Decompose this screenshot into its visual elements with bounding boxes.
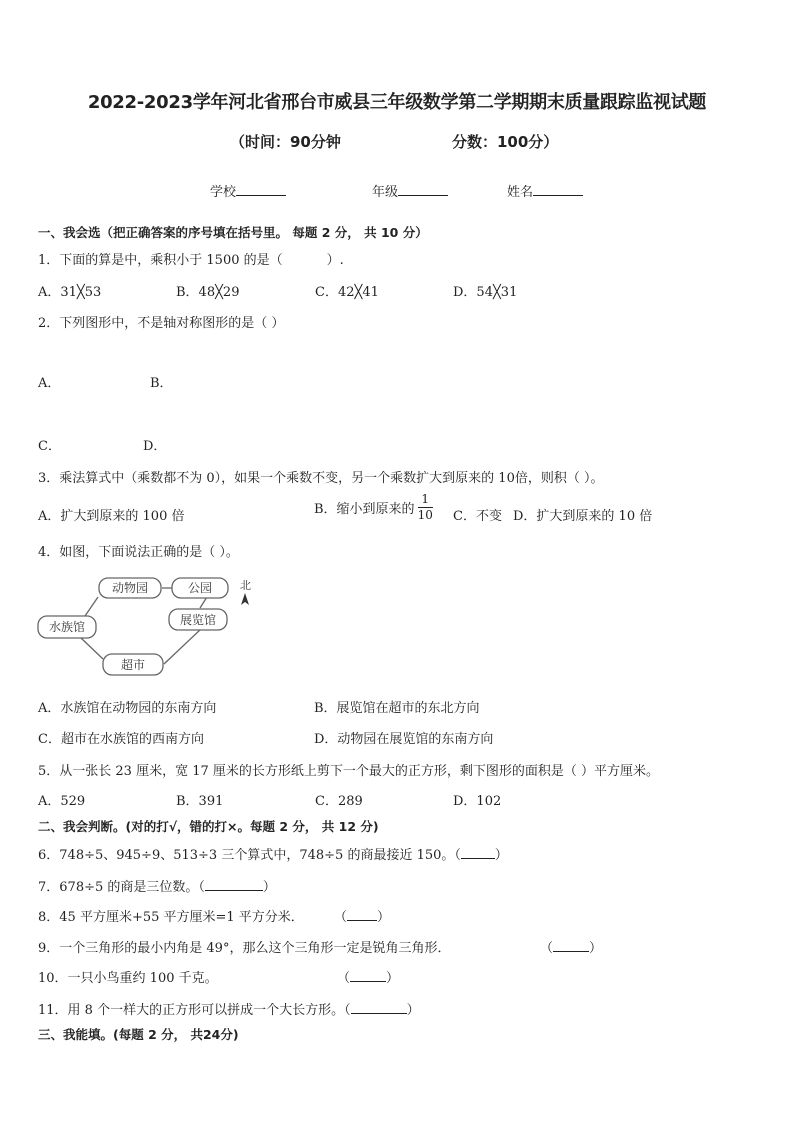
q1-option-c: C．42╳41 <box>315 285 379 300</box>
name-label: 姓名 <box>507 185 534 200</box>
map-link-park-exhibition <box>200 597 207 608</box>
map-link-zoo-aquarium <box>85 597 98 616</box>
answer-blank-8: （ ） <box>334 910 391 925</box>
school-label: 学校 <box>210 185 237 200</box>
q4-option-d: D．动物园在展览馆的东南方向 <box>314 732 494 747</box>
fraction-one-tenth: $\frac{1}{10}$ <box>417 492 433 522</box>
question-9: 9．一个三角形的最小内角是 49°，那么这个三角形一定是锐角三角形． <box>38 941 451 956</box>
page-title: 2022-2023学年河北省邢台市威县三年级数学第二学期期末质量跟踪监视试题 <box>87 92 707 113</box>
q2-option-b: B． <box>150 376 173 391</box>
q3-option-b: B．缩小到原来的 $\frac{1}{10}$ <box>314 492 433 522</box>
question-5-stem: 5．从一张长 23 厘米，宽 17 厘米的长方形纸上剪下一个最大的正方形，剩下图形的面积是（ ）平方厘米。 <box>38 764 660 779</box>
q3-option-d: D．扩大到原来的 10 倍 <box>513 509 653 524</box>
q2-option-a: A． <box>38 376 61 391</box>
grade-blank <box>398 183 448 196</box>
q1-option-a: A．31╳53 <box>38 285 102 300</box>
q3-option-a: A．扩大到原来的 100 倍 <box>38 509 185 524</box>
answer-blank <box>205 878 263 891</box>
exam-score: 分数：100分） <box>452 133 559 151</box>
direction-map <box>36 573 268 683</box>
map-label-aquarium: 水族馆 <box>48 620 86 634</box>
q5-option-b: B．391 <box>176 794 224 809</box>
map-label-park: 公园 <box>187 581 213 595</box>
question-10: 10．一只小鸟重约 100 千克。 <box>38 971 218 986</box>
section-judge-heading: 二、我会判断。(对的打√，错的打×。每题 2 分， 共 12 分) <box>38 819 379 834</box>
question-4-stem: 4．如图，下面说法正确的是（ ）。 <box>38 545 239 560</box>
q4-option-a: A．水族馆在动物园的东南方向 <box>38 701 217 716</box>
q1-option-d: D．54╳31 <box>453 285 518 300</box>
answer-blank <box>351 1001 407 1014</box>
map-label-supermarket: 超市 <box>120 658 146 672</box>
north-arrow-icon <box>241 593 249 605</box>
section-fill-heading: 三、我能填。(每题 2 分， 共24分) <box>38 1027 239 1042</box>
school-field <box>210 181 286 200</box>
question-8: 8．45 平方厘米+55 平方厘米=1 平方分米． <box>38 910 304 925</box>
q5-option-c: C．289 <box>315 794 363 809</box>
q2-option-d: D． <box>143 439 167 454</box>
map-label-exhibition: 展览馆 <box>179 613 217 627</box>
answer-blank-10: （ ） <box>337 971 400 986</box>
map-link-aquarium-supermarket <box>81 638 103 659</box>
question-11: 11．用 8 个一样大的正方形可以拼成一个大长方形。（ ） <box>38 1003 420 1018</box>
q5-option-d: D．102 <box>453 794 502 809</box>
map-label-zoo: 动物园 <box>111 581 149 595</box>
answer-blank-9: （ ） <box>540 941 603 956</box>
grade-field <box>372 181 448 200</box>
grade-label: 年级 <box>372 185 399 200</box>
name-blank <box>533 183 583 196</box>
q2-option-c: C． <box>38 439 61 454</box>
name-field <box>507 181 583 200</box>
north-label: 北 <box>240 579 251 592</box>
school-blank <box>236 183 286 196</box>
question-2-stem: 2．下列图形中，不是轴对称图形的是（ ） <box>38 316 285 331</box>
exam-time: （时间：90分钟 <box>230 133 341 151</box>
map-link-supermarket-exhibition <box>164 629 201 664</box>
q1-option-b: B．48╳29 <box>176 285 240 300</box>
question-6: 6．748÷5、945÷9、513÷3 三个算式中，748÷5 的商最接近 150。（ ） <box>38 848 508 863</box>
section-choice-heading: 一、我会选（把正确答案的序号填在括号里。 每题 2 分， 共 10 分） <box>38 225 428 240</box>
q3-option-c: C．不变 <box>453 509 502 524</box>
q4-option-c: C．超市在水族馆的西南方向 <box>38 732 204 747</box>
q4-option-b: B．展览馆在超市的东北方向 <box>314 701 480 716</box>
question-7: 7．678÷5 的商是三位数。（ ） <box>38 880 276 895</box>
q5-option-a: A．529 <box>38 794 86 809</box>
answer-blank <box>461 846 495 859</box>
question-3-stem: 3．乘法算式中（乘数都不为 0），如果一个乘数不变，另一个乘数扩大到原来的 10倍，则积（ ）。 <box>38 471 604 486</box>
question-1-stem: 1．下面的算是中，乘积小于 1500 的是（ ）. <box>38 253 344 268</box>
